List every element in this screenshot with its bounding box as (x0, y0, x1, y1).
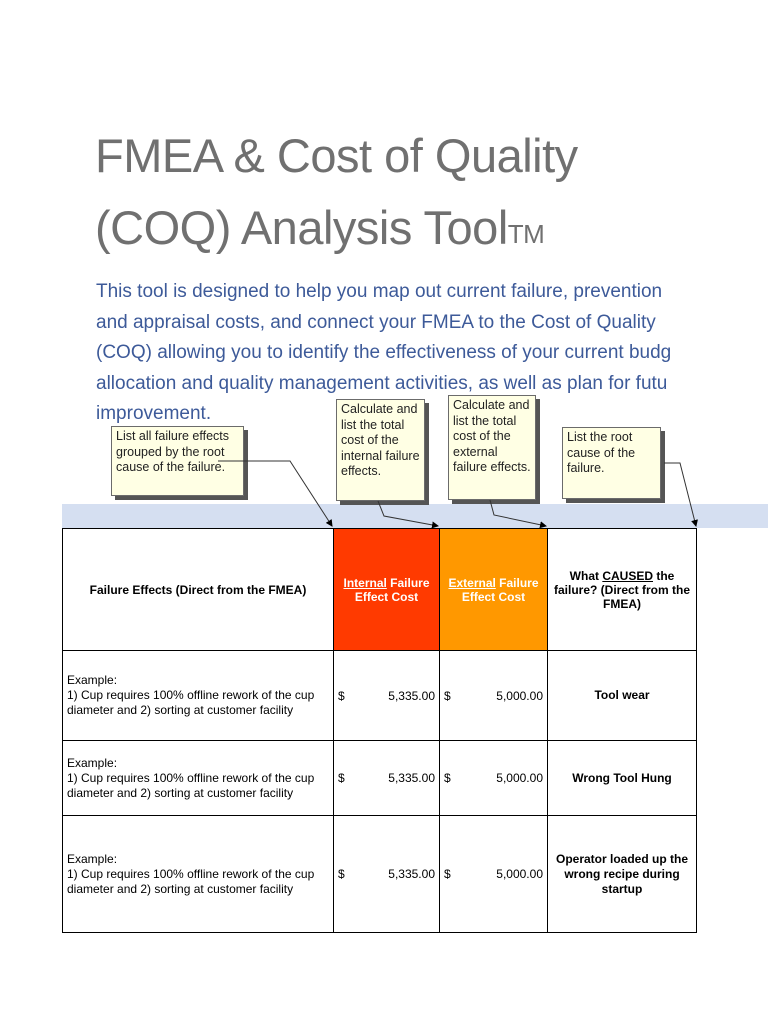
table-header-row (63, 529, 697, 651)
header-internal-cost: Internal Failure Effect Cost (334, 529, 440, 651)
header-root-cause: What CAUSED the failure? (Direct from the FMEA) (548, 529, 697, 651)
intro-line: allocation and quality management activities, as well as plan for futu (96, 372, 668, 394)
callout-line: list the total (341, 417, 405, 432)
intro-line: and appraisal costs, and connect your FMEA to the Cost of Quality (96, 311, 656, 333)
root-cause-cell[interactable]: Tool wear (548, 651, 697, 741)
trademark-symbol: TM (507, 219, 545, 249)
page-title (95, 120, 735, 264)
table-row (63, 816, 697, 933)
root-cause-cell[interactable]: Wrong Tool Hung (548, 741, 697, 816)
callout-internal-cost (336, 399, 425, 501)
callout-line: external (453, 444, 498, 459)
header-failure-effects: Failure Effects (Direct from the FMEA) (63, 529, 334, 651)
callout-line: List the root (567, 430, 633, 444)
callout-external-cost (448, 395, 536, 500)
intro-line: (COQ) allowing you to identify the effectiveness of your current budg (96, 342, 672, 363)
header-external-cost: External Failure Effect Cost (440, 529, 548, 651)
intro-paragraph (96, 277, 768, 427)
title-line-2: (COQ) Analysis Tool (95, 201, 508, 254)
callout-line: internal failure (341, 448, 420, 463)
root-cause-cell[interactable]: Operator loaded up the wrong recipe during startup (548, 816, 697, 933)
internal-cost-cell[interactable]: $ 5,335.00 (334, 651, 440, 741)
callout-line: cause of the (567, 445, 636, 460)
callout-line: cause of the failure. (116, 460, 226, 474)
callout-line: List all failure effects (116, 429, 230, 443)
intro-line: This tool is designed to help you map out current failure, prevention (96, 281, 663, 302)
table-row (63, 651, 697, 741)
fmea-cost-table (62, 528, 697, 933)
external-cost-cell[interactable]: $ 5,000.00 (440, 651, 548, 741)
callout-line: cost of the (341, 433, 399, 447)
external-cost-cell[interactable]: $ 5,000.00 (440, 741, 548, 816)
callout-line: failure. (567, 461, 605, 475)
intro-line: improvement. (96, 403, 212, 424)
internal-cost-cell[interactable]: $ 5,335.00 (334, 816, 440, 933)
callout-line: cost of the (453, 429, 511, 443)
title-line-1: FMEA & Cost of Quality (95, 129, 578, 182)
callout-line: list the total (453, 413, 517, 428)
external-cost-cell[interactable]: $ 5,000.00 (440, 816, 548, 933)
callout-line: Calculate and (341, 402, 418, 416)
failure-effect-cell[interactable]: Example: 1) Cup requires 100% offline rework of the cup diameter and 2) sorting at customer facility (63, 741, 334, 816)
failure-effect-cell[interactable]: Example: 1) Cup requires 100% offline rework of the cup diameter and 2) sorting at customer facility (63, 816, 334, 933)
callout-line: failure effects. (453, 460, 531, 474)
callout-line: effects. (341, 464, 382, 478)
callout-failure-effects (111, 426, 244, 496)
header-band (62, 504, 768, 528)
table-row (63, 741, 697, 816)
callout-line: grouped by the root (116, 444, 225, 459)
internal-cost-cell[interactable]: $ 5,335.00 (334, 741, 440, 816)
callout-line: Calculate and (453, 398, 530, 412)
callout-root-cause (562, 427, 661, 499)
failure-effect-cell[interactable]: Example: 1) Cup requires 100% offline rework of the cup diameter and 2) sorting at customer facility (63, 651, 334, 741)
